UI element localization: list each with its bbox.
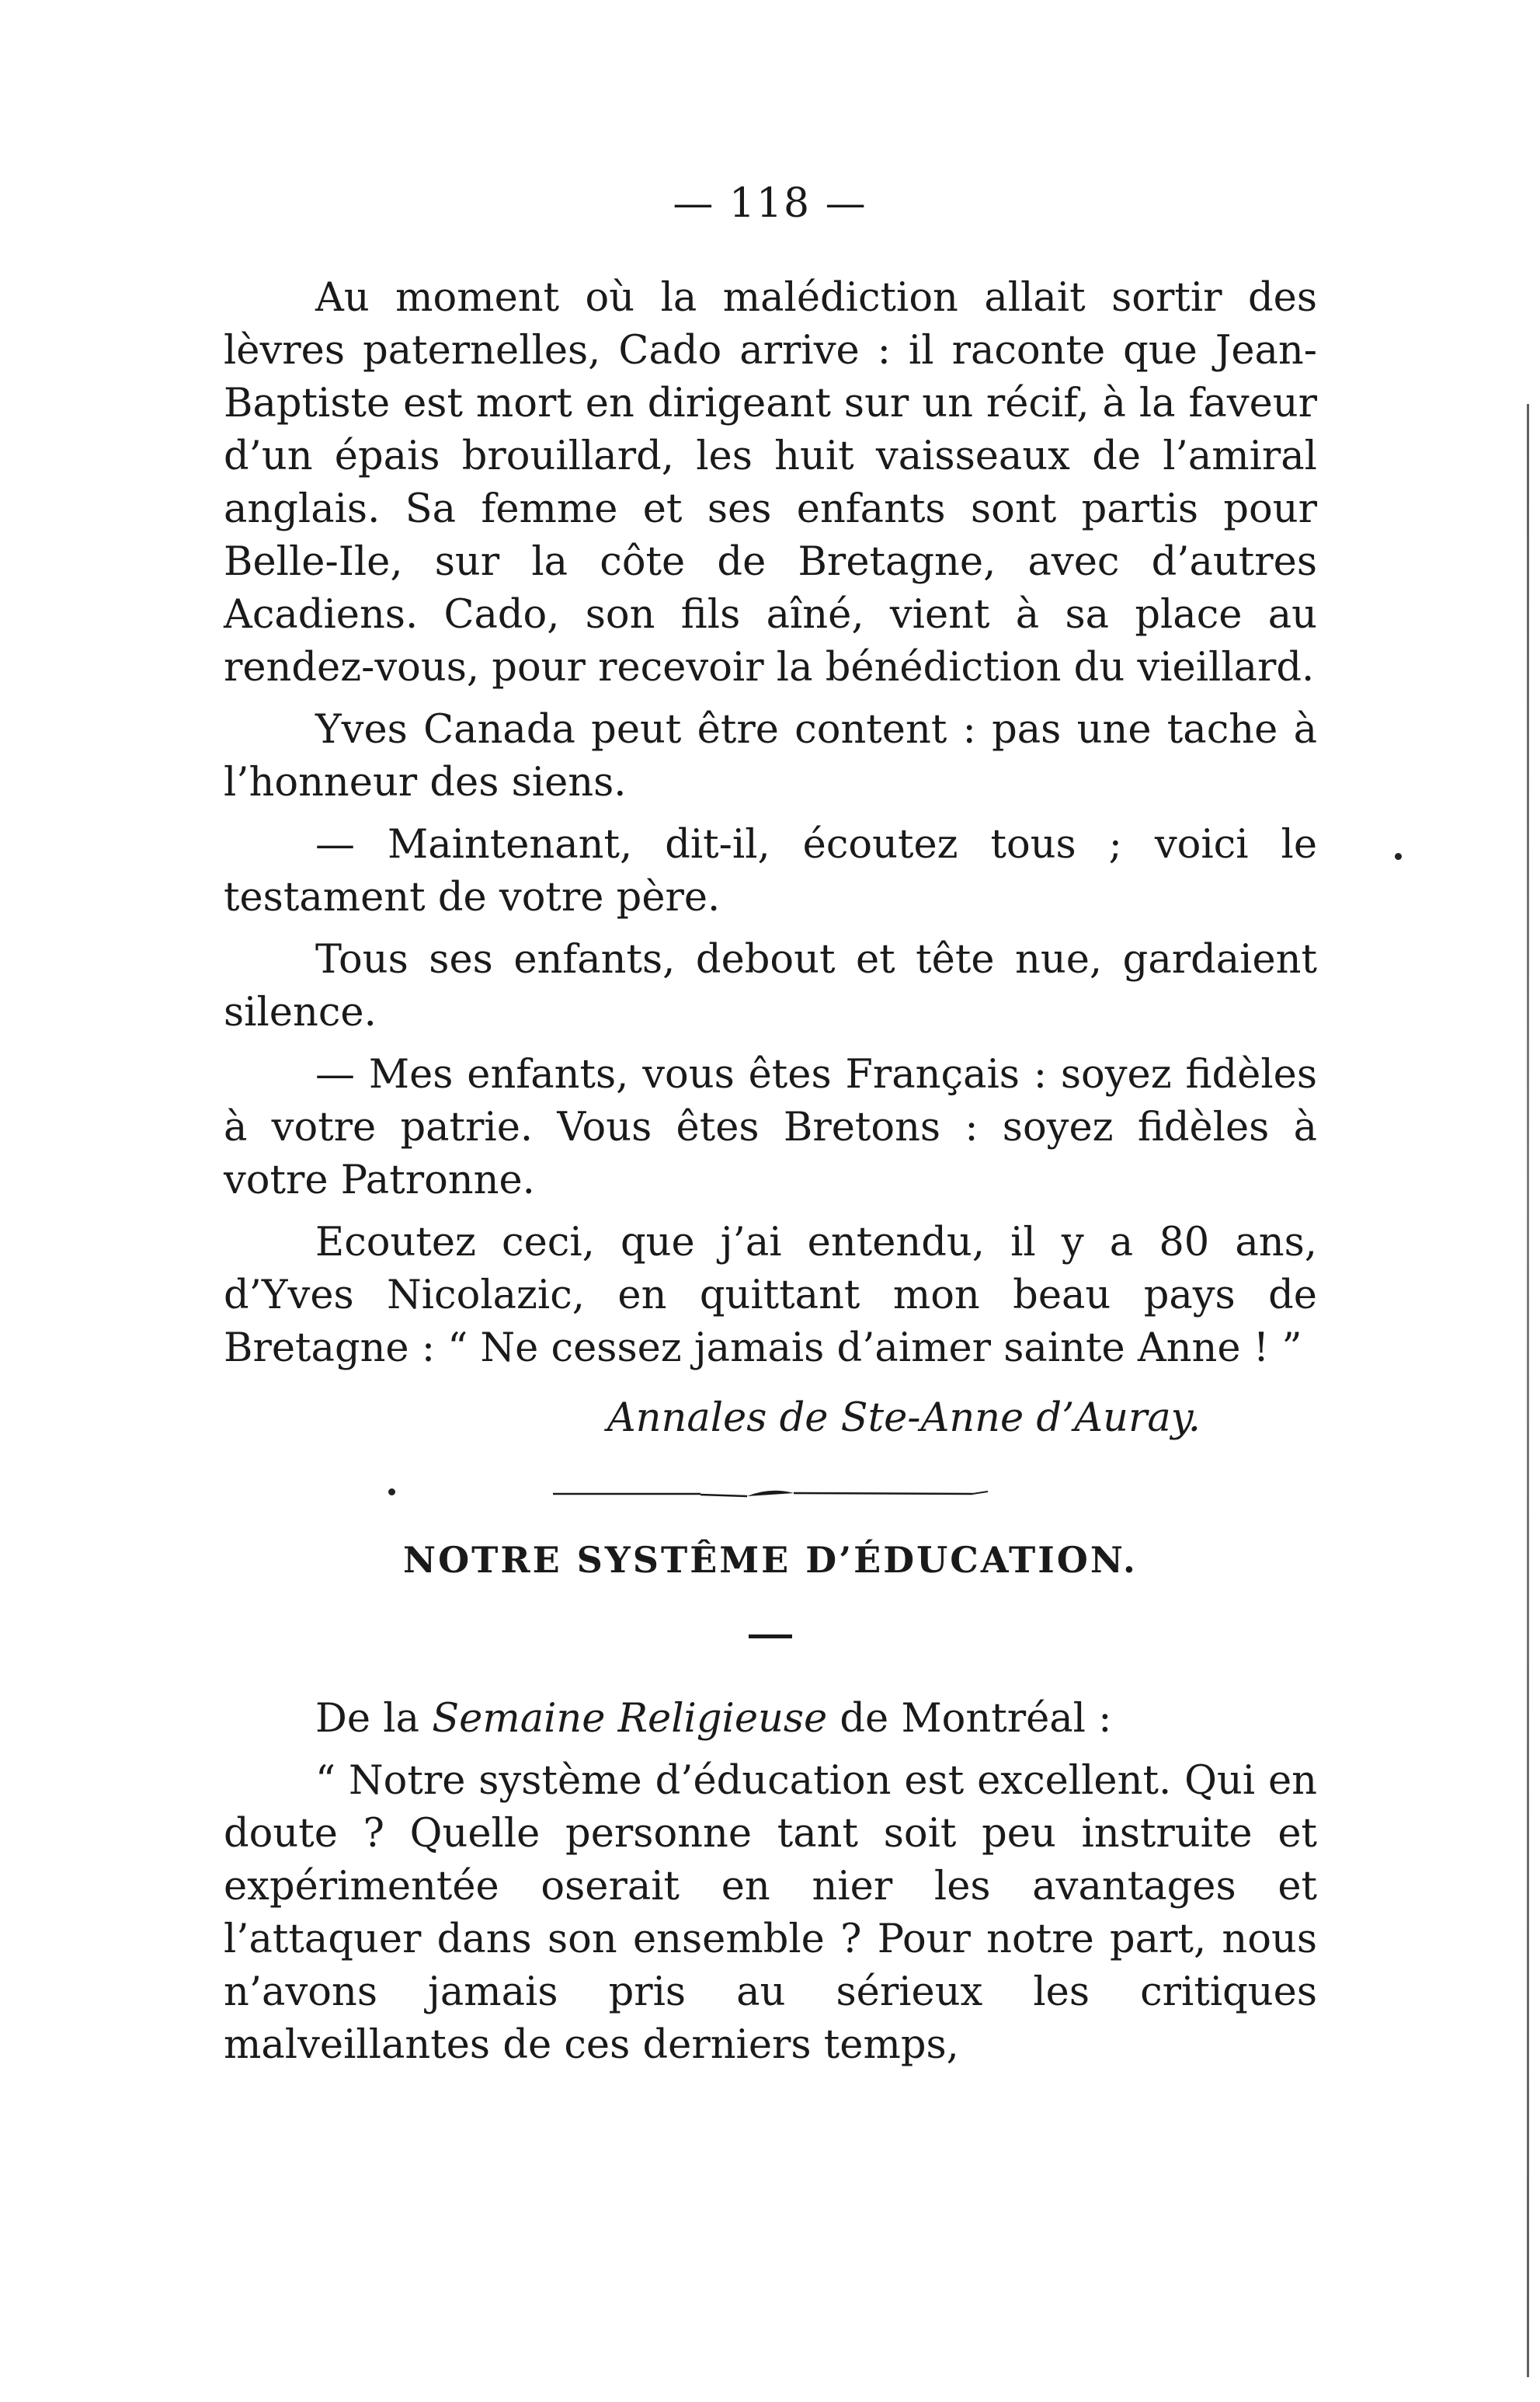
article-intro	[224, 1693, 1317, 1746]
text-column	[224, 272, 1317, 2081]
page-number: — 118 —	[673, 180, 867, 227]
intro-suffix: de Montréal :	[827, 1696, 1112, 1742]
intro-source: Semaine Religieuse	[432, 1696, 828, 1742]
section-divider-ornament	[553, 1485, 988, 1502]
story-paragraph-3: — Maintenant, dit-il, écoutez tous ; voici le testament de votre père.	[224, 822, 1317, 921]
binding-edge-shadow	[1527, 404, 1529, 2377]
story-paragraph-1: Au moment où la malédiction allait sortir des lèvres paternelles, Cado arrive : il raconte que Jean-Baptiste est mort en dirigeant sur un récif, à la faveur d’un épais brouillard, les huit vaisseaux de l’amiral anglais. Sa femme et ses enfants sont partis pour Belle-Ile, sur la côte de Bretagne, avec d’autres Acadiens. Cado, son fils aîné, vient à sa place au rendez-vous, pour recevoir la bénédiction du vieillard.	[224, 275, 1317, 691]
source-attribution: Annales de Ste-Anne d’Auray.	[607, 1395, 1201, 1441]
article-body-paragraph: “ Notre système d’éducation est excellent. Qui en doute ? Quelle personne tant soit peu instruite et expérimentée oserait en nier les avantages et l’attaquer dans son ensemble ? Pour notre part, nous n’avons jamais pris au sérieux les critiques malveillantes de ces derniers temps,	[224, 1758, 1317, 2068]
article-title: NOTRE SYSTÊME D’ÉDUCATION.	[403, 1539, 1138, 1581]
story-paragraph-4: Tous ses enfants, debout et tête nue, gardaient silence.	[224, 937, 1317, 1036]
story-paragraph-5: — Mes enfants, vous êtes Français : soyez fidèles à votre patrie. Vous êtes Bretons : soyez fidèles à votre Patronne.	[224, 1052, 1317, 1203]
story-paragraph-6: Ecoutez ceci, que j’ai entendu, il y a 80 ans, d’Yves Nicolazic, en quittant mon beau pays de Bretagne : “ Ne cessez jamais d’aimer sainte Anne ! ”	[224, 1220, 1317, 1371]
ink-speck	[1395, 853, 1402, 860]
story-paragraph-2: Yves Canada peut être content : pas une tache à l’honneur des siens.	[224, 707, 1317, 806]
title-rule	[749, 1634, 792, 1638]
intro-prefix: De la	[315, 1696, 433, 1742]
ink-speck	[388, 1488, 395, 1495]
